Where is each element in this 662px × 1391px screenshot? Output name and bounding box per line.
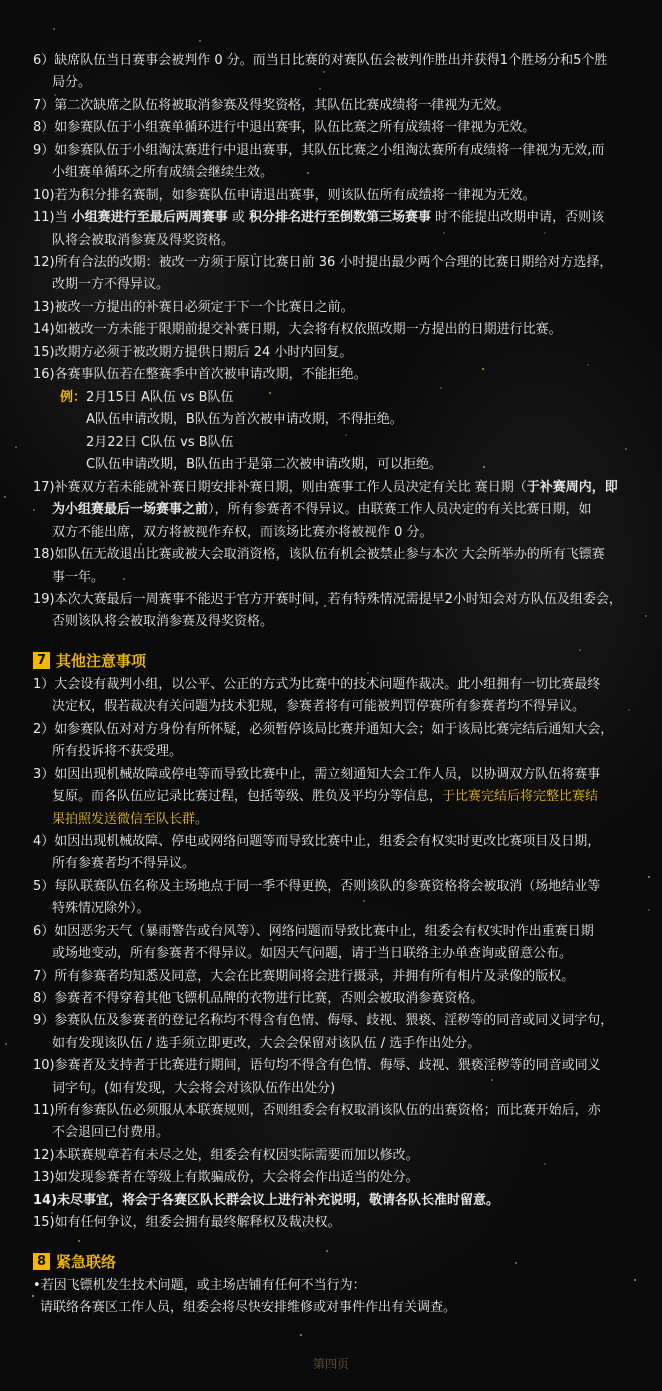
note-3-highlight-2: 果拍照发送微信至队长群。 [52,812,209,827]
sparkle-dot [363,900,365,902]
sparkle-dot [634,1279,636,1281]
example-line-4: C队伍申请改期，B队伍由于是第二次被申请改期，可以拒绝。 [86,457,442,472]
note-1-line-2: 决定权，假若裁决有关问题为技术犯规，参赛者将有可能被判罚停赛所有参赛者均不得异议。 [52,699,586,714]
note-3-line-1: 3）如因出现机械故障或停电等而导致比赛中止，需立刻通知大会工作人员，以协调双方队伍将赛事 [33,767,601,782]
section-7-heading [33,650,146,671]
note-3-line-2 [52,788,598,806]
example-line-1: 2月15日 A队伍 vs B队伍 [86,390,234,405]
sparkle-dot [443,232,445,234]
note-12: 12)本联赛规章若有未尽之处，组委会有权因实际需要而加以修改。 [33,1148,419,1163]
section-7-number-badge: 7 [33,652,50,669]
note-2-line-2: 所有投诉将不获受理。 [52,744,183,759]
sparkle-dot [326,1250,328,1252]
sparkle-dot [367,672,369,674]
note-15: 15)如有任何争议，组委会拥有最终解释权及裁决权。 [33,1215,341,1230]
rule-18-line-2: 事一年。 [52,570,105,585]
rule-12-line-2: 改期一方不得异议。 [52,277,170,292]
example-line-3: 2月22日 C队伍 vs B队伍 [86,435,234,450]
rule-11-prefix: 11)当 [33,210,72,225]
sparkle-dot [628,709,630,711]
note-6-line-1: 6）如因恶劣天气（暴雨警告或台风等）、网络问题而导致比赛中止，组委会有权实时作出重赛日期 [33,924,594,939]
rule-17-bold-1: 于补赛周内，即 [526,480,618,495]
sparkle-dot [89,227,91,229]
sparkle-dot [300,1334,302,1336]
note-13: 13)如发现参赛者在等级上有欺骗成份，大会将会作出适当的处分。 [33,1170,419,1185]
sparkle-dot [150,408,152,410]
note-6-line-2: 或场地变动，所有参赛者不得异议。如因天气问题，请于当日联络主办单查询或留意公布。 [52,946,573,961]
sparkle-dot [544,1163,546,1165]
rule-11-suffix: 时不能提出改期申请，否则该 [431,210,605,225]
note-11-line-1: 11)所有参赛队伍必须服从本联赛规则，否则组委会有权取消该队伍的出赛资格；而比赛开始后，亦 [33,1103,601,1118]
note-10-line-1: 10)参赛者及支持者于比赛进行期间，语句均不得含有色情、侮辱、歧视、猥亵淫秽等的同音或同义 [33,1058,601,1073]
rule-12-line-1: 12)所有合法的改期：被改一方须于原订比赛日前 36 小时提出最少两个合理的比赛日期给对方选择， [33,255,613,270]
sparkle-dot [53,28,55,30]
note-5-line-2: 特殊情况除外）。 [52,901,150,916]
rule-18-line-1: 18)如队伍无故退出比赛或被大会取消资格，该队伍有机会被禁止参与本次 大会所举办的所有飞镖赛 [33,547,605,562]
rule-11-bold-2: 积分排名进行至倒数第三场赛事 [249,210,432,225]
sparkle-dot [123,578,125,580]
note-4-line-2: 所有参赛者均不得异议。 [52,856,196,871]
sparkle-dot [78,1240,80,1242]
sparkle-dot [323,71,325,73]
note-3-prefix: 复原。而各队伍应记录比赛过程，包括等级、胜负及平均分等信息， [52,789,443,804]
sparkle-dot [5,1043,7,1045]
rule-6-line-2: 局分。 [52,75,92,90]
page-number: 第四页 [312,1357,349,1371]
rule-14: 14)如被改一方未能于限期前提交补赛日期，大会将有权依照改期一方提出的日期进行比赛。 [33,322,562,337]
section-7-title: 其他注意事项 [56,652,147,670]
rule-19-line-1: 19)本次大赛最后一周赛事不能迟于官方开赛时间，若有特殊情况需提早2小时知会对方队伍及组委会， [33,592,622,607]
rule-11-mid: 或 [227,210,250,225]
example-line-2: A队伍申请改期，B队伍为首次被申请改期，不得拒绝。 [86,412,403,427]
sparkle-dot [345,434,347,436]
sparkle-dot [648,909,650,911]
sparkle-dot [54,94,56,96]
rule-17-prefix: 17)补赛双方若未能就补赛日期安排补赛日期，则由赛事工作人员决定有关比 赛日期（ [33,480,527,495]
emergency-line-1: •若因飞镖机发生技术问题，或主场店铺有任何不当行为： [33,1278,366,1293]
rule-19-line-2: 否则该队将会被取消参赛及得奖资格。 [52,614,274,629]
rule-17-bold-2: 为小组赛最后一场赛事之前 [52,502,209,517]
sparkle-dot [33,509,35,511]
sparkle-dot [579,649,581,651]
sparkle-dot [15,446,17,448]
sparkle-dot [440,387,442,389]
sparkle-dot [625,448,627,450]
note-4-line-1: 4）如因出现机械故障、停电或网络问题等而导致比赛中止，组委会有权实时更改比赛项目及日期， [33,834,601,849]
rule-11-line-1 [33,209,604,227]
sparkle-dot [319,88,321,90]
rule-11-line-2: 队将会被取消参赛及得奖资格。 [52,233,235,248]
sparkle-dot [483,466,485,468]
section-8-heading [33,1251,116,1272]
note-2-line-1: 2）如参赛队伍对对方身份有所怀疑，必须暂停该局比赛并通知大会；如于该局比赛完结后通知大会， [33,722,614,737]
sparkle-dot [32,1295,34,1297]
note-10-line-2: 词字句。(如有发现，大会将会对该队伍作出处分) [52,1081,336,1096]
sparkle-dot [307,172,309,174]
rule-16: 16)各赛事队伍若在整赛季中首次被申请改期，不能拒绝。 [33,367,367,382]
example-label: 例： [60,390,87,405]
rule-8: 8）如参赛队伍于小组赛单循环进行中退出赛事，队伍比赛之所有成绩将一律视为无效。 [33,120,536,135]
sparkle-dot [199,40,201,42]
rule-13: 13)被改一方提出的补赛日必须定于下一个比赛日之前。 [33,300,354,315]
rule-17-line-2 [52,501,592,519]
sparkle-dot [482,368,484,370]
rule-15: 15)改期方必须于被改期方提供日期后 24 小时内回复。 [33,345,353,360]
rule-9-line-2: 小组赛单循环之所有成绩会继续生效。 [52,165,274,180]
sparkle-dot [140,543,142,545]
rule-6-line-1: 6）缺席队伍当日赛事会被判作 0 分。而当日比赛的对赛队伍会被判作胜出并获得1个胜场分和5个胜 [33,53,608,68]
rule-11-bold-1: 小组赛进行至最后两周赛事 [71,210,228,225]
rule-10: 10)若为积分排名赛制，如参赛队伍申请退出赛事，则该队伍所有成绩将一律视为无效。 [33,188,536,203]
rule-17-suffix: ），所有参赛者不得异议。由联赛工作人员决定的有关比赛日期，如 [208,502,592,517]
note-9-line-1: 9）参赛队伍及参赛者的登记名称均不得含有色情、侮辱、歧视、猥亵、淫秽等的同音或同义词字句， [33,1013,614,1028]
note-9-line-2: 如有发现该队伍 / 选手须立即更改，大会会保留对该队伍 / 选手作出处分。 [52,1036,481,1051]
rule-7: 7）第二次缺席之队伍将被取消参赛及得奖资格，其队伍比赛成绩将一律视为无效。 [33,98,510,113]
sparkle-dot [4,496,6,498]
note-14: 14)未尽事宜，将会于各赛区队长群会议上进行补充说明，敬请各队长准时留意。 [33,1193,500,1208]
sparkle-dot [287,520,289,522]
rule-9-line-1: 9）如参赛队伍于小组淘汰赛进行中退出赛事，其队伍比赛之小组淘汰赛所有成绩将一律视为无效,而 [33,143,605,158]
emergency-line-2: 请联络各赛区工作人员，组委会将尽快安排维修或对事件作出有关调查。 [40,1300,457,1315]
note-7: 7）所有参赛者均知悉及同意，大会在比赛期间将会进行摄录，并拥有所有相片及录像的版权。 [33,969,575,984]
rule-17-line-3: 双方不能出席，双方将被视作弃权，而该场比赛亦将被视作 0 分。 [52,525,433,540]
sparkle-dot [648,876,650,878]
note-5-line-1: 5）每队联赛队伍名称及主场地点于同一季不得更换，否则该队的参赛资格将会被取消（场地结业等 [33,879,601,894]
sparkle-dot [587,364,589,366]
section-8-number-badge: 8 [33,1253,50,1270]
sparkle-dot [645,615,647,617]
sparkle-dot [269,392,271,394]
rule-17-line-1 [33,479,618,497]
sparkle-dot [515,1262,517,1264]
section-8-title: 紧急联络 [56,1253,117,1271]
note-8: 8）参赛者不得穿着其他飞镖机品牌的衣物进行比赛，否则会被取消参赛资格。 [33,991,484,1006]
sparkle-dot [491,1079,493,1081]
sparkle-dot [544,232,546,234]
note-3-highlight-1: 于比赛完结后将完整比赛结 [442,789,599,804]
note-1-line-1: 1）大会设有裁判小组，以公平、公正的方式为比赛中的技术问题作裁决。此小组拥有一切比赛最终 [33,677,601,692]
note-11-line-2: 不会退回已付费用。 [52,1125,170,1140]
